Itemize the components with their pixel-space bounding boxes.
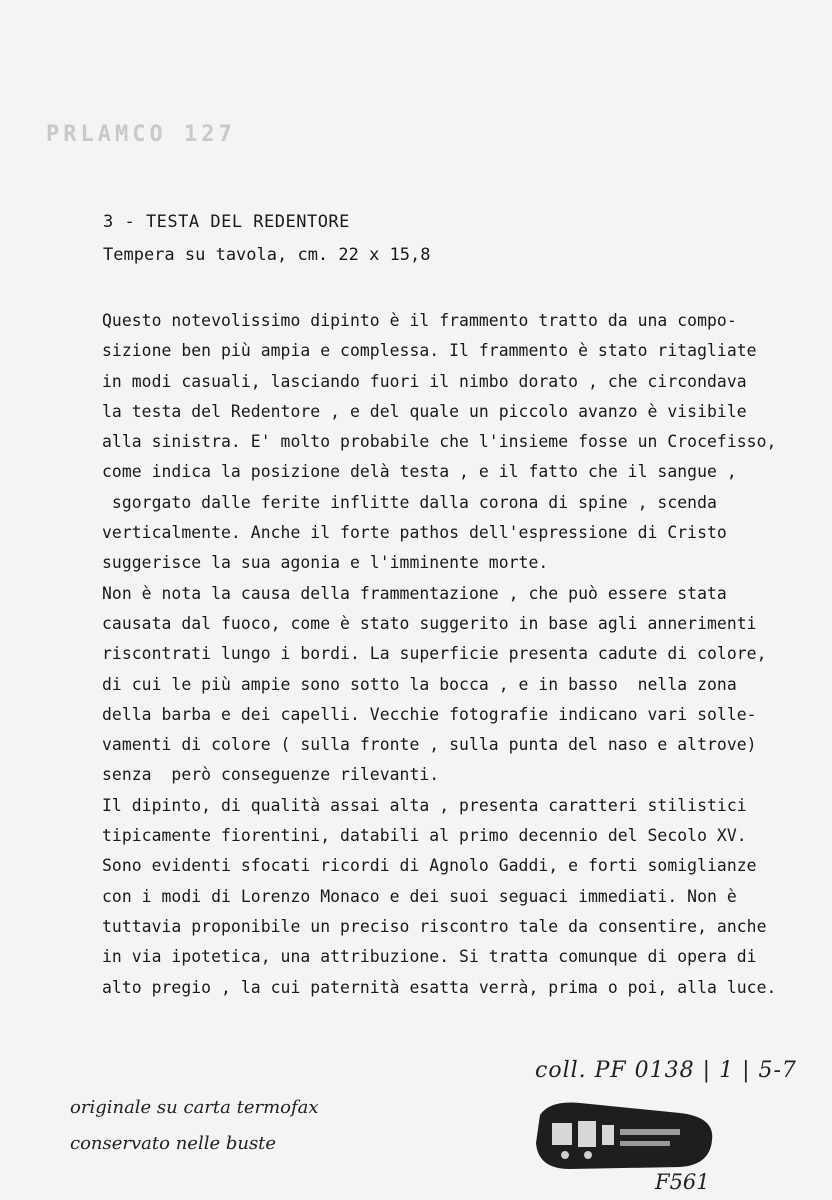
body-text-line: tuttavia proponibile un preciso riscontro tale da consentire, anche (102, 916, 767, 936)
handwritten-note-line: originale su carta termofax (70, 1097, 319, 1118)
body-text-line: della barba e dei capelli. Vecchie fotografie indicano vari solle- (102, 704, 757, 724)
body-text (102, 306, 827, 1003)
faded-header-stamp: PRLAMCO 127 (46, 122, 236, 147)
body-text-line: Il dipinto, di qualità assai alta , presenta caratteri stilistici (102, 795, 747, 815)
body-text-line: come indica la posizione delà testa , e il fatto che il sangue , (102, 462, 737, 482)
body-text-line: Sono evidenti sfocati ricordi di Agnolo Gaddi, e forti somiglianze (102, 856, 757, 876)
handwritten-note-line: conservato nelle buste (70, 1133, 277, 1154)
stamp-code: F561 (655, 1170, 710, 1194)
body-text-line: verticalmente. Anche il forte pathos dell'espressione di Cristo (102, 523, 727, 543)
body-text-line: in via ipotetica, una attribuzione. Si tratta comunque di opera di (102, 947, 757, 967)
body-text-line: sizione ben più ampia e complessa. Il frammento è stato ritagliate (102, 341, 757, 361)
body-text-line: vamenti di colore ( sulla fronte , sulla punta del naso e altrove) (102, 735, 757, 755)
body-text-line: alto pregio , la cui paternità esatta verrà, prima o poi, alla luce. (102, 977, 777, 997)
body-text-line: Non è nota la causa della frammentazione , che può essere stata (102, 583, 727, 603)
body-text-line: sgorgato dalle ferite inflitte dalla corona di spine , scenda (102, 492, 717, 512)
body-text-line: suggerisce la sua agonia e l'imminente morte. (102, 553, 549, 573)
document-subtitle: Tempera su tavola, cm. 22 x 15,8 (103, 245, 431, 265)
body-text-line: riscontrati lungo i bordi. La superficie presenta cadute di colore, (102, 644, 767, 664)
body-text-line: la testa del Redentore , e del quale un piccolo avanzo è visibile (102, 401, 747, 421)
archive-stamp-image (530, 1095, 720, 1175)
body-text-line: Questo notevolissimo dipinto è il frammento tratto da una compo- (102, 311, 737, 330)
body-text-line: tipicamente fiorentini, databili al primo decennio del Secolo XV. (102, 826, 747, 846)
body-text-line: causata dal fuoco, come è stato suggerito in base agli annerimenti (102, 613, 757, 633)
archive-reference: coll. PF 0138 | 1 | 5-7 (535, 1058, 797, 1083)
body-text-line: alla sinistra. E' molto probabile che l'insieme fosse un Crocefisso, (102, 432, 777, 452)
body-text-line: di cui le più ampie sono sotto la bocca , e in basso nella zona (102, 674, 737, 694)
body-text-line: in modi casuali, lasciando fuori il nimbo dorato , che circondava (102, 371, 747, 391)
body-text-line: con i modi di Lorenzo Monaco e dei suoi seguaci immediati. Non è (102, 886, 737, 906)
document-title: 3 - TESTA DEL REDENTORE (103, 212, 350, 232)
body-text-line: senza però conseguenze rilevanti. (102, 765, 440, 785)
